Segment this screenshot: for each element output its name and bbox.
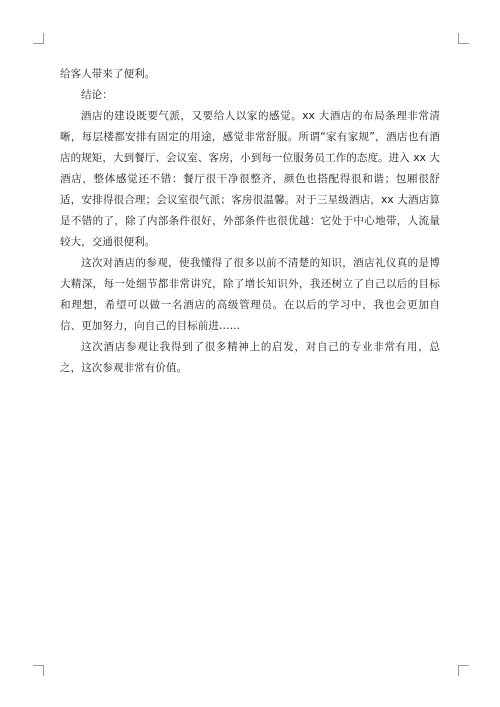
conclusion-heading: 结论： (81, 89, 113, 101)
paragraph-summary: 这次酒店参观让我得到了很多精神上的启发，对自己的专业非常有用，总之，这次参观非常有价值。 (60, 341, 440, 374)
crop-mark-bottom-left (33, 665, 44, 676)
paragraph-visit-learning: 这次对酒店的参观，使我懂得了很多以前不清楚的知识，酒店礼仪真的是博大精深，每一处细节都非常讲究，除了增长知识外，我还树立了自己以后的目标和理想，希望可以做一名酒店的高级管理员。在以后的学习中，我也会更加自信、更加努力，向自己的目标前进…… (60, 257, 440, 332)
crop-mark-bottom-right (458, 665, 469, 676)
paragraph-continuation: 给客人带来了便利。 (60, 68, 156, 80)
paragraph-hotel-layout: 酒店的建设既要气派，又要给人以家的感觉。xx 大酒店的布局条理非常清晰，每层楼都安排有固定的用途，感觉非常舒服。所谓“家有家规”，酒店也有酒店的规矩，大到餐厅、会议室、客房，小到每一位服务员工作的态度。进入 xx 大酒店，整体感觉还不错：餐厅很干净很整齐，颜色也搭配得很和谐；包厢很舒适，安排得很合理；会议室很气派；客房很温馨。对于三星级酒店，xx 大酒店算是不错的了，除了内部条件很好，外部条件也很优越：它处于中心地带，人流量较大，交通很便利。 (60, 110, 440, 248)
crop-mark-top-left (33, 33, 44, 44)
document-body (60, 64, 440, 379)
crop-mark-top-right (458, 33, 469, 44)
